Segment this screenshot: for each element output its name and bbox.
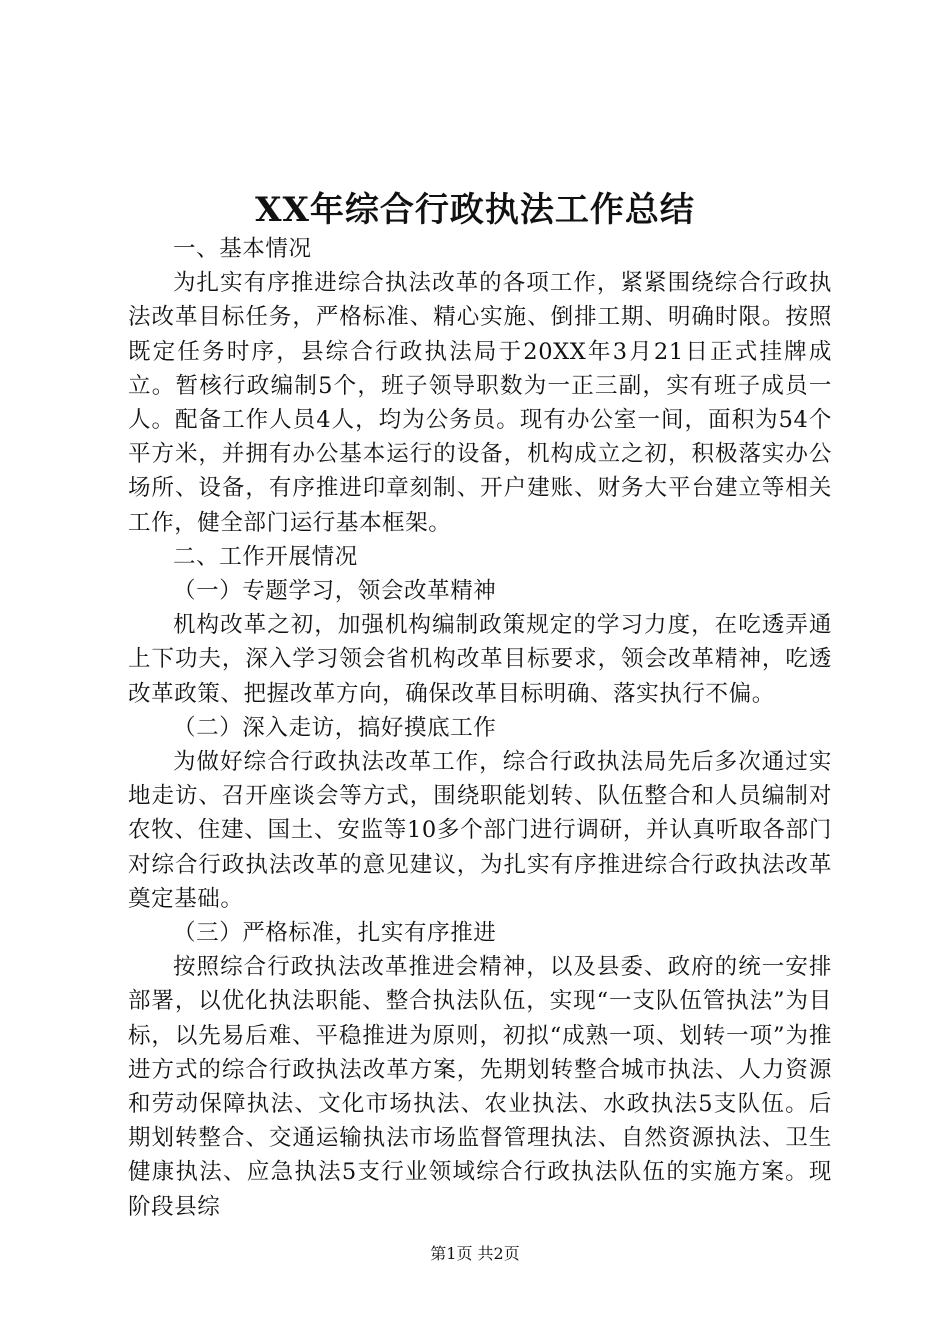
subsection-heading-study: （一）专题学习，领会改革精神 (173, 578, 497, 605)
subsection-heading-standards: （三）严格标准，扎实有序推进 (173, 920, 497, 947)
document-title: XX年综合行政执法工作总结 (255, 190, 695, 230)
subsection-heading-survey: （二）深入走访，搞好摸底工作 (173, 714, 497, 741)
document-body (128, 232, 832, 1224)
paragraph-survey: 为做好综合行政执法改革工作，综合行政执法局先后多次通过实地走访、召开座谈会等方式，围绕职能划转、队伍整合和人员编制对农牧、住建、国土、安监等10多个部门进行调研，并认真听取各部门对综合行政执法改革的意见建议，为扎实有序推进综合行政执法改革奠定基础。 (128, 749, 832, 912)
section-heading-work-progress: 二、工作开展情况 (173, 543, 358, 570)
page-number-footer: 第1页 共2页 (430, 1244, 520, 1263)
paragraph-standards: 按照综合行政执法改革推进会精神，以及县委、政府的统一安排部署，以优化执法职能、整合执法队伍，实现“一支队伍管执法”为目标，以先易后难、平稳推进为原则，初拟“成熟一项、划转一项”为推进方式的综合行政执法改革方案，先期划转整合城市执法、人力资源和劳动保障执法、文化市场执法、农业执法、水政执法5支队伍。后期划转整合、交通运输执法市场监督管理执法、自然资源执法、卫生健康执法、应急执法5支行业领域综合行政执法队伍的实施方案。现阶段县综 (128, 954, 832, 1220)
section-heading-basic-info: 一、基本情况 (173, 236, 312, 262)
paragraph-study: 机构改革之初，加强机构编制政策规定的学习力度，在吃透弄通上下功夫，深入学习领会省机构改革目标要求，领会改革精神，吃透改革政策、把握改革方向，确保改革目标明确、落实执行不偏。 (128, 612, 832, 707)
paragraph-basic-info: 为扎实有序推进综合执法改革的各项工作，紧紧围绕综合行政执法改革目标任务，严格标准、精心实施、倒排工期、明确时限。按照既定任务时序，县综合行政执法局于20XX年3月21日正式挂牌成立。暂核行政编制5个，班子领导职数为一正三副，实有班子成员一人。配备工作人员4人，均为公务员。现有办公室一间，面积为54个平方米，并拥有办公基本运行的设备，机构成立之初，积极落实办公场所、设备，有序推进印章刻制、开户建账、财务大平台建立等相关工作，健全部门运行基本框架。 (128, 270, 832, 536)
